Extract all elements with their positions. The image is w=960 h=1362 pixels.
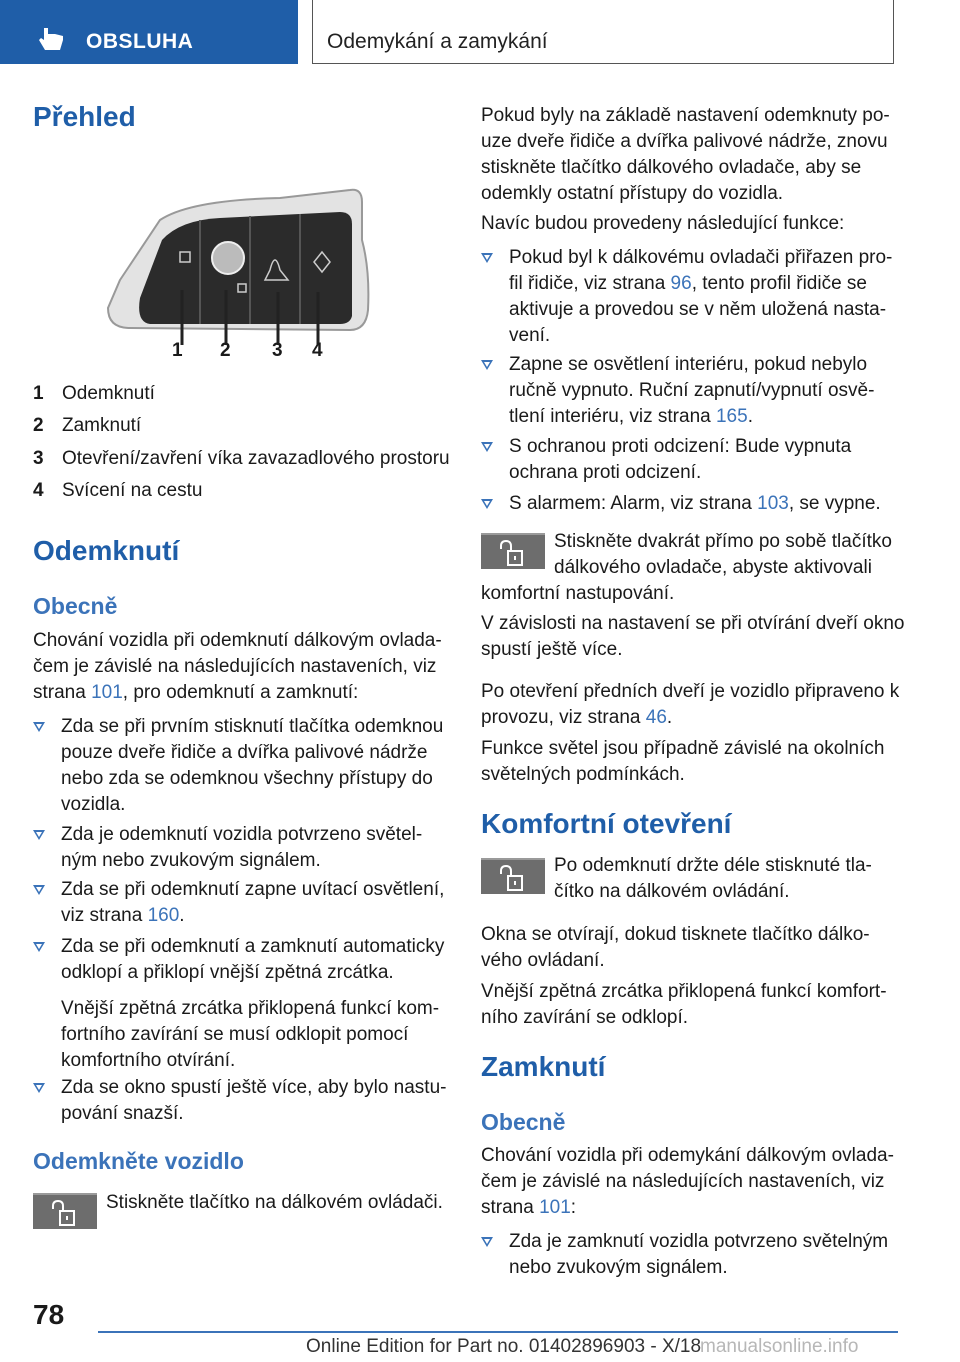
- figure-callout-3: 3: [272, 340, 283, 361]
- lock-title: Zamknutí: [481, 1051, 606, 1082]
- edition-text: Online Edition for Part no. 01402896903 - X/18: [306, 1336, 702, 1357]
- paragraph: Vnější zpětná zrcátka přiklopená funkcí komfort- ního zavírání se odklopí.: [481, 981, 887, 1028]
- unlock-button-icon: [481, 858, 545, 894]
- triangle-bullet-icon: [481, 253, 493, 263]
- chapter-header: [312, 0, 894, 64]
- paragraph: Okna se otvírají, dokud tisknete tlačítko dálko- vého ovládaní.: [481, 924, 870, 971]
- footer-divider: [98, 1331, 898, 1333]
- page-link[interactable]: 165: [715, 406, 748, 427]
- general-line: Chování vozidla při odemknutí dálkovým ovlada-: [33, 630, 442, 651]
- unlock-button-icon: [481, 533, 545, 569]
- section-label: OBSLUHA: [86, 30, 194, 53]
- page-link[interactable]: 160: [147, 905, 180, 926]
- figure-callout-2: 2: [220, 340, 231, 361]
- remote-key-illustration: [100, 180, 382, 360]
- paragraph: komfortní nastupování.: [481, 583, 675, 604]
- figure-callout-4: 4: [312, 340, 323, 361]
- chapter-title: Odemykání a zamykání: [327, 30, 548, 53]
- page-link[interactable]: 96: [670, 273, 692, 294]
- paragraph: Po otevření předních dveří je vozidlo připraveno k provozu, viz strana 46.: [481, 681, 900, 728]
- page-link[interactable]: 101: [91, 682, 123, 703]
- triangle-bullet-icon: [481, 1237, 493, 1247]
- section-tab[interactable]: [0, 0, 298, 64]
- unlock-vehicle-text: Stiskněte tlačítko na dálkovém ovládači.: [106, 1192, 443, 1213]
- paragraph: Stiskněte dvakrát přímo po sobě tlačítko dálkového ovladače, abyste aktivovali: [554, 531, 892, 578]
- triangle-bullet-icon: [481, 442, 493, 452]
- overview-title: Přehled: [33, 101, 136, 132]
- unlock-vehicle-title: Odemkněte vozidlo: [33, 1148, 244, 1174]
- triangle-bullet-icon: [33, 885, 45, 895]
- triangle-bullet-icon: [33, 942, 45, 952]
- figure-callout-1: 1: [172, 340, 183, 361]
- paragraph: V závislosti na nastavení se při otvírání dveří okno spustí ještě více.: [481, 613, 905, 660]
- general-line: čem je závislé na následujících nastaveních, viz: [33, 656, 437, 677]
- unlock-button-icon: [33, 1193, 97, 1229]
- triangle-bullet-icon: [481, 499, 493, 509]
- triangle-bullet-icon: [33, 1083, 45, 1093]
- paragraph: Chování vozidla při odemykání dálkovým ovlada-: [481, 1145, 894, 1166]
- paragraph: Pokud byly na základě nastavení odemknuty po- uze dveře řidiče a dvířka palivové nádrže, znovu stiskněte tlačítko dálkového ovladače, aby se odemkly ostatní přístupy do vozidla.: [481, 105, 890, 204]
- comfort-open-title: Komfortní otevření: [481, 808, 732, 839]
- general-title: Obecně: [33, 593, 118, 619]
- paragraph: Navíc budou provedeny následující funkce:: [481, 213, 845, 234]
- general-line: strana 101, pro odemknutí a zamknutí:: [33, 682, 359, 703]
- paragraph: čem je závislé na následujících nastaveních, viz: [481, 1171, 885, 1192]
- watermark: manualsonline.info: [700, 1336, 859, 1357]
- unlock-title: Odemknutí: [33, 535, 180, 566]
- triangle-bullet-icon: [33, 830, 45, 840]
- paragraph: Funkce světel jsou případně závislé na okolních světelných podmínkách.: [481, 738, 885, 785]
- triangle-bullet-icon: [481, 360, 493, 370]
- paragraph: Po odemknutí držte déle stisknuté tla- čítko na dálkovém ovládání.: [554, 855, 872, 902]
- page-link[interactable]: 103: [757, 493, 789, 514]
- lock-general-title: Obecně: [481, 1109, 566, 1135]
- page-number: 78: [33, 1299, 65, 1330]
- hand-pointer-icon: [36, 26, 68, 52]
- paragraph: strana 101:: [481, 1197, 577, 1218]
- triangle-bullet-icon: [33, 722, 45, 732]
- page-link[interactable]: 46: [645, 707, 667, 728]
- page-link[interactable]: 101: [539, 1197, 571, 1218]
